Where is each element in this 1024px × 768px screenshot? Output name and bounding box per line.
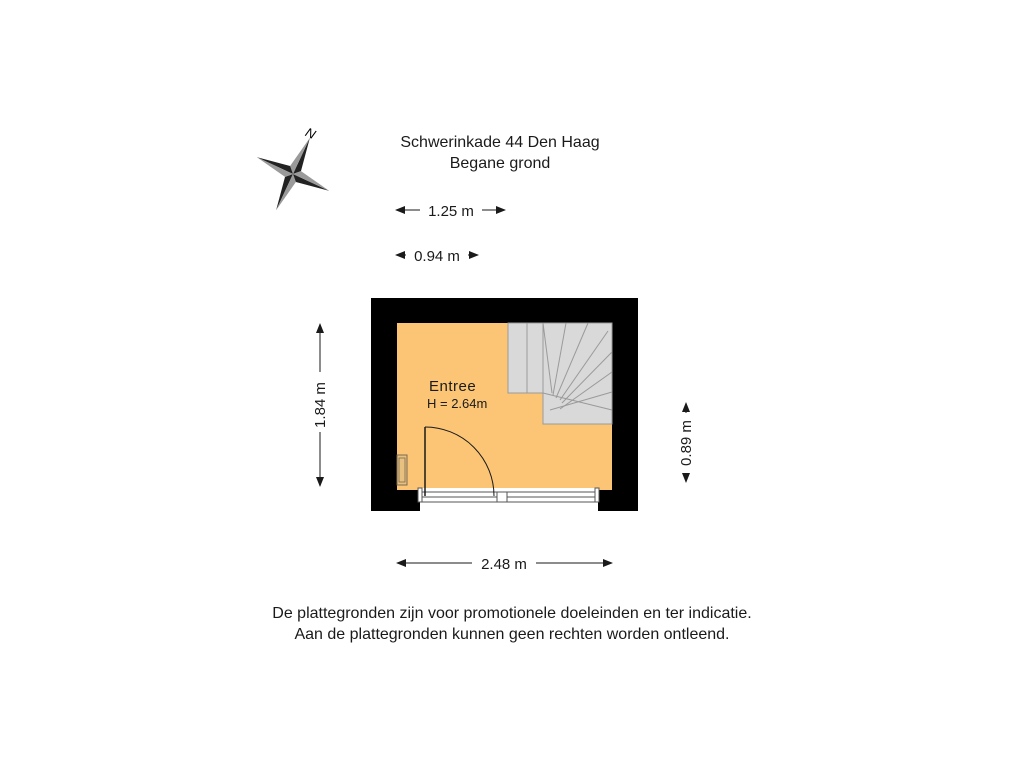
- address-title: Schwerinkade 44 Den Haag: [400, 134, 600, 151]
- disclaimer-line-2: Aan de plattegronden kunnen geen rechten worden ontleend.: [294, 626, 730, 643]
- compass-rose-icon: [240, 121, 346, 227]
- floor-title: Begane grond: [449, 155, 551, 172]
- north-label: N: [303, 124, 318, 143]
- room-height: H = 2.64m: [427, 396, 488, 411]
- dim-label-left: 1.84 m: [312, 382, 329, 428]
- room-name: Entree: [429, 378, 477, 395]
- door-opening: [420, 488, 598, 511]
- disclaimer-line-1: De plattegronden zijn voor promotionele doeleinden en ter indicatie.: [272, 605, 752, 622]
- dim-label-top-outer: 1.25 m: [428, 203, 474, 220]
- dim-label-top-inner: 0.94 m: [414, 248, 460, 265]
- wall-fixture: [397, 455, 407, 485]
- dim-label-bottom: 2.48 m: [481, 556, 527, 573]
- dim-label-right: 0.89 m: [678, 420, 695, 466]
